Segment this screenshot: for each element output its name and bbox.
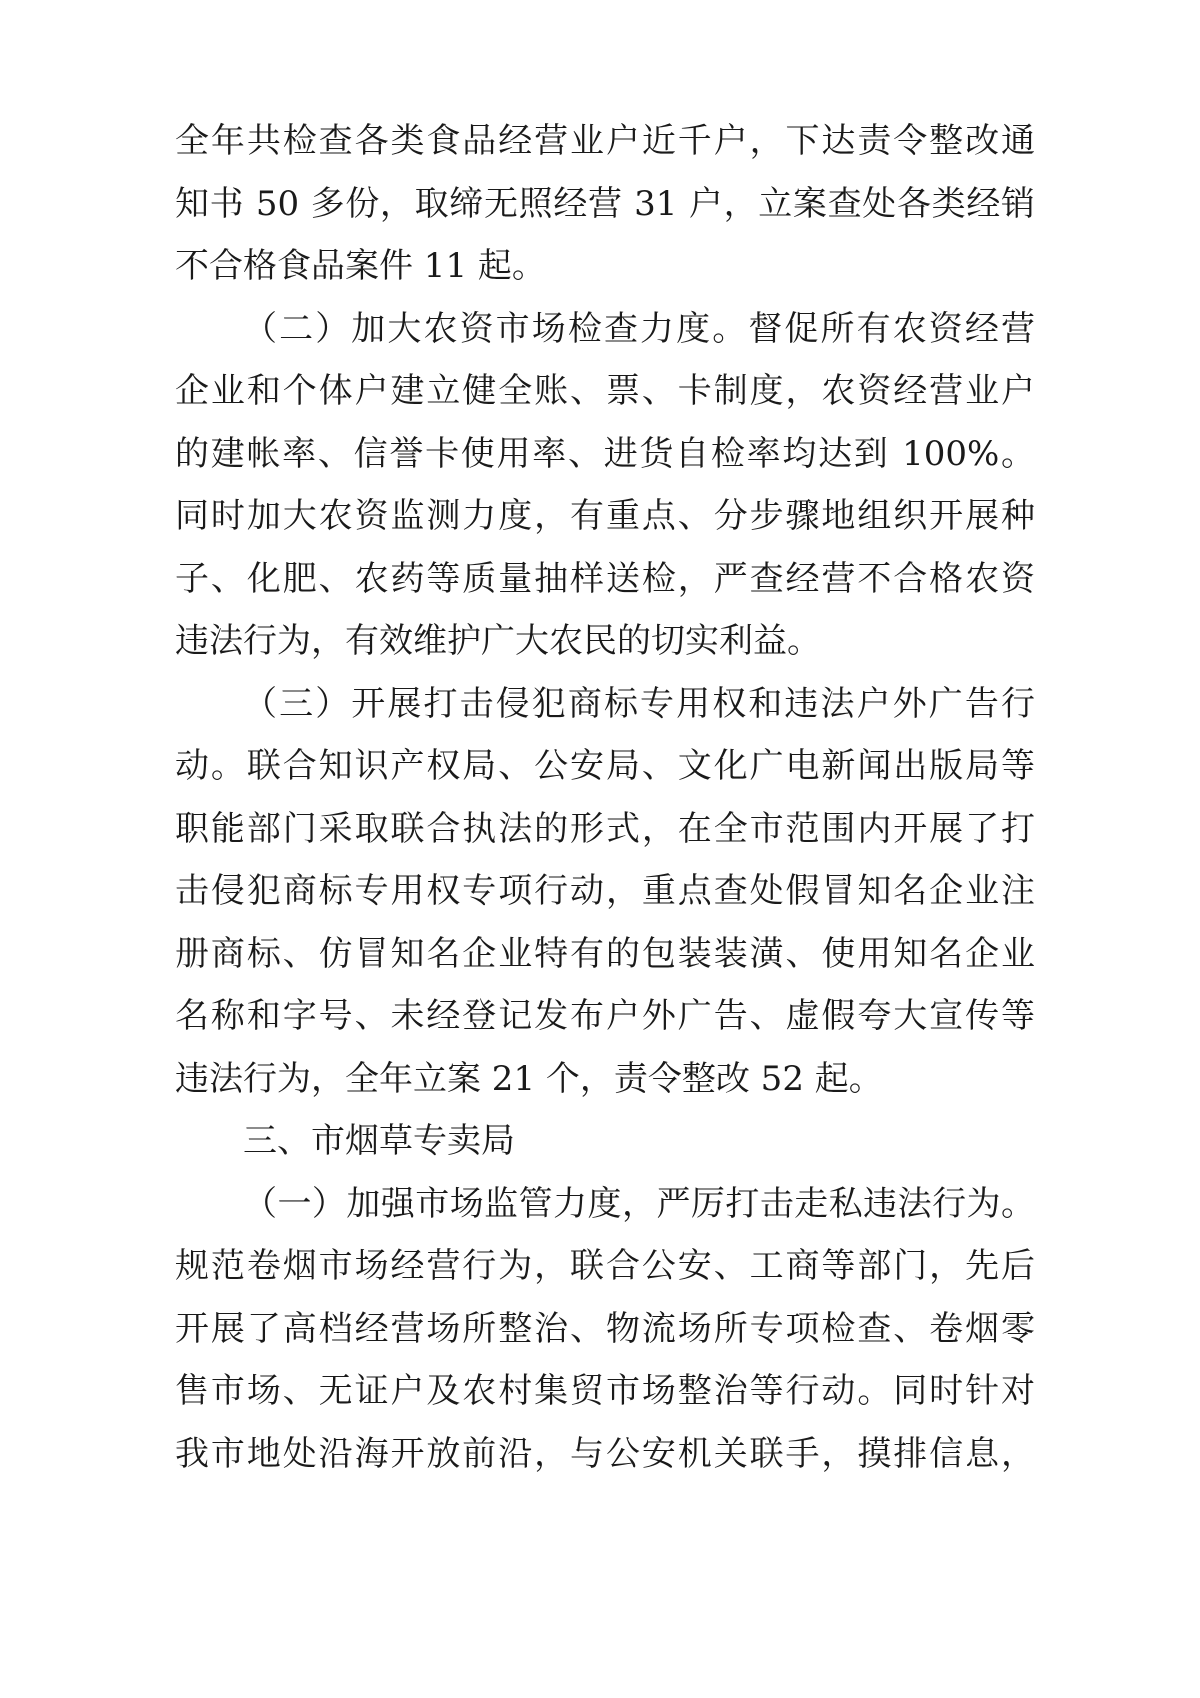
text-line: 规范卷烟市场经营行为，联合公安、工商等部门，先后: [175, 1246, 1035, 1286]
text-line: 售市场、无证户及农村集贸市场整治等行动。同时针对: [175, 1371, 1035, 1411]
text-line: 知书 50 多份，取缔无照经营 31 户，立案查处各类经销: [175, 183, 1035, 224]
text-line: 违法行为，全年立案 21 个，责令整改 52 起。: [175, 1058, 883, 1099]
paragraph-start-line: （三）开展打击侵犯商标专用权和违法户外广告行: [243, 683, 1035, 724]
section-heading: 三、市烟草专卖局: [243, 1121, 515, 1161]
text-line: 同时加大农资监测力度，有重点、分步骤地组织开展种: [175, 496, 1035, 536]
text-line: 全年共检查各类食品经营业户近千户，下达责令整改通: [175, 121, 1035, 161]
text-line: 动。联合知识产权局、公安局、文化广电新闻出版局等: [175, 746, 1035, 786]
text-line: 不合格食品案件 11 起。: [175, 246, 546, 286]
text-line: 册商标、仿冒知名企业特有的包装装潢、使用知名企业: [175, 933, 1035, 974]
text-line: 子、化肥、农药等质量抽样送检，严查经营不合格农资: [175, 558, 1035, 599]
paragraph-start-line: （二）加大农资市场检查力度。督促所有农资经营: [243, 308, 1035, 349]
text-line: 名称和字号、未经登记发布户外广告、虚假夸大宣传等: [175, 996, 1035, 1036]
text-line: 违法行为，有效维护广大农民的切实利益。: [175, 621, 821, 661]
text-line: 企业和个体户建立健全账、票、卡制度，农资经营业户: [175, 371, 1035, 411]
text-line: 开展了高档经营场所整治、物流场所专项检查、卷烟零: [175, 1308, 1035, 1349]
text-line: 我市地处沿海开放前沿，与公安机关联手，摸排信息，: [175, 1433, 1035, 1474]
text-line: 的建帐率、信誉卡使用率、进货自检率均达到 100%。: [175, 433, 1035, 474]
paragraph-start-line: （一）加强市场监管力度，严厉打击走私违法行为。: [243, 1183, 1035, 1224]
text-line: 职能部门采取联合执法的形式，在全市范围内开展了打: [175, 808, 1035, 849]
text-line: 击侵犯商标专用权专项行动，重点查处假冒知名企业注: [175, 871, 1035, 911]
document-body: [175, 110, 1035, 1485]
